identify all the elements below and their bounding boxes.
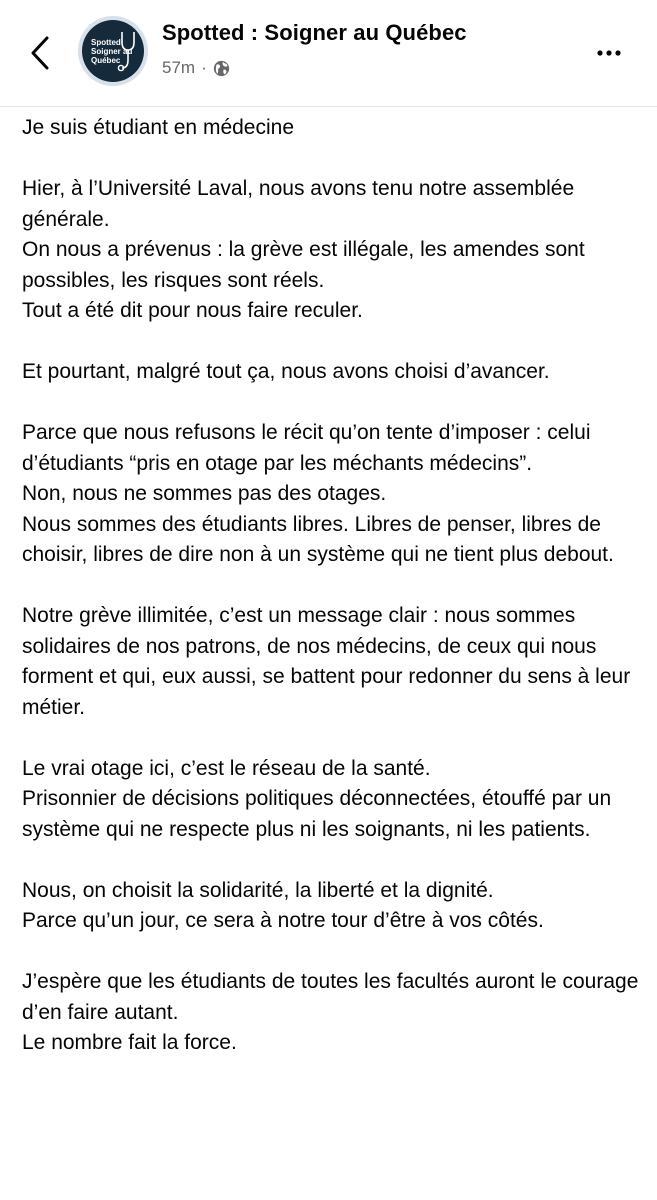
post-header xyxy=(0,0,657,107)
post-paragraph: Notre grève illimitée, c’est un message clair : nous sommes solidaires de nos patrons, de nos médecins, de ceux qui nous forment et qui, eux aussi, se battent pour redonner du sens à leur métier. xyxy=(22,604,631,719)
post-paragraph: Je suis étudiant en médecine xyxy=(22,116,295,139)
post-paragraph: Et pourtant, malgré tout ça, nous avons choisi d’avancer. xyxy=(22,360,550,383)
post-paragraph: J’espère que les étudiants de toutes les facultés auront le courage d’en faire autant. Le nombre fait la force. xyxy=(22,970,639,1054)
post-paragraph: Nous, on choisit la solidarité, la liberté et la dignité. Parce qu’un jour, ce sera à notre tour d’être à vos côtés. xyxy=(22,878,544,932)
chevron-left-icon xyxy=(30,36,50,70)
more-options-button[interactable] xyxy=(596,40,622,66)
back-button[interactable] xyxy=(22,30,58,76)
avatar-logo xyxy=(82,20,144,82)
globe-icon xyxy=(213,60,230,77)
page-name[interactable]: Spotted : Soigner au Québec xyxy=(162,20,467,45)
timestamp[interactable]: 57m xyxy=(162,58,196,77)
avatar[interactable] xyxy=(78,16,148,86)
post-paragraph: Le vrai otage ici, c’est le réseau de la santé. Prisonnier de décisions politiques déconnectées, étouffé par un système qui ne respecte plus ni les soignants, ni les patients. xyxy=(22,756,612,841)
post-paragraph: Hier, à l’Université Laval, nous avons tenu notre assemblée générale. On nous a prévenus : la grève est illégale, les amendes sont possibles, les risques sont réels. Tout a été dit pour nous faire reculer. xyxy=(22,177,585,322)
meta-separator: · xyxy=(201,58,207,77)
post-paragraph: Parce que nous refusons le récit qu’on tente d’imposer : celui d’étudiants “pris en otage par les méchants médecins”. Non, nous ne sommes pas des otages. Nous sommes des étudiants libres. Libres de penser, libres de choisir, libres de dire non à un système qui ne tient plus debout. xyxy=(22,421,614,566)
more-horizontal-icon xyxy=(596,49,622,57)
post-meta xyxy=(162,58,230,78)
avatar-text: Spotted: Soigner au Québec xyxy=(91,37,133,65)
post-text xyxy=(22,113,642,1059)
